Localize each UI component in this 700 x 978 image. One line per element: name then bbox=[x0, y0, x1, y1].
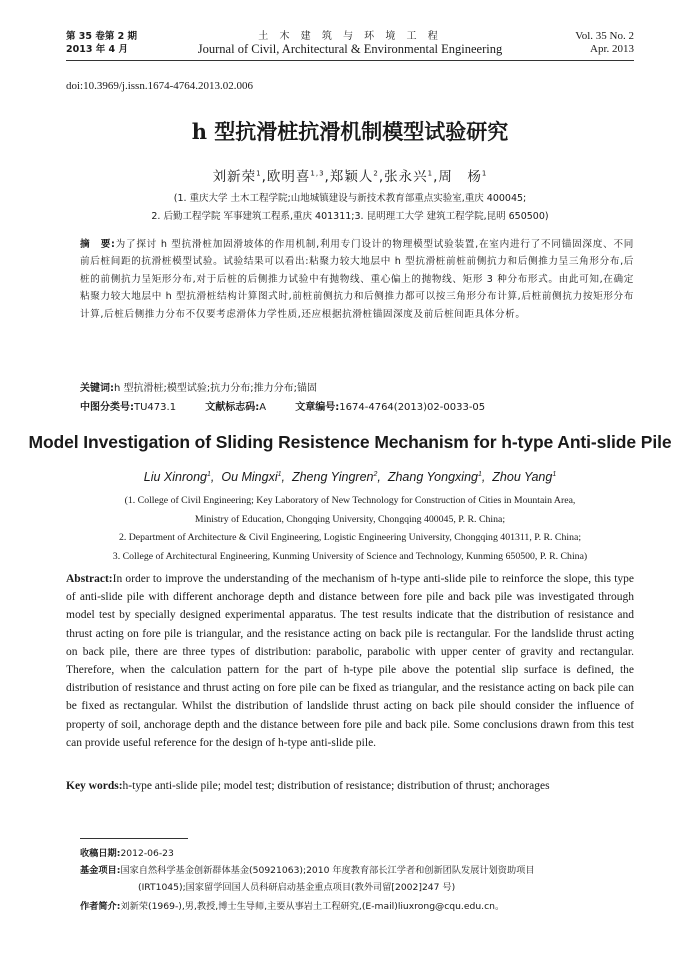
footnote-fund: 基金项目:国家自然科学基金创新群体基金(50921063);2010 年度教育部长江学者和创新团队发展计划资助项目 (IRT1045);国家留学回国人员科研启动基金重点项目(教外司留[2002]247 号) bbox=[80, 865, 535, 893]
abstract-cn-text: 为了探讨 h 型抗滑桩加固滑坡体的作用机制,利用专门设计的物理模型试验装置,在室内进行了不同锚固深度、不同前后桩间距的抗滑桩模型试验。试验结果可以看出:粘聚力较大地层中 h 型抗滑桩前桩前侧抗力和后侧推力呈三角形分布,后桩的前侧抗力呈矩形分布,对于后桩的后侧推力试验中有抛物线、重心偏上的抛物线、矩形 3 种分布形式。由此可知,在确定粘聚力较大地层中 h 型抗滑桩结构计算图式时,前桩前侧抗力和后侧推力都可以按三角形分布计算,后桩前侧抗力按矩形分布计算,后桩后侧推力分布不仅要考虑滑体力学性质,还应根据抗滑桩锚固深度及前后桩间距具体分析。 bbox=[80, 239, 634, 320]
article-id: 文章编号:1674-4764(2013)02-0033-05 bbox=[295, 402, 486, 413]
footnote-received: 收稿日期:2012-06-23 bbox=[80, 848, 174, 859]
keywords-english: Key words:h-type anti-slide pile; model test; distribution of resistance; distribution of thrust; anchorages bbox=[66, 780, 550, 792]
classification-codes bbox=[80, 399, 634, 416]
affiliations-english: (1. College of Civil Engineering; Key Laboratory of New Technology for Construction of Cities in Mountain Area, Ministry of Education, Chongqing University, Chongqing 400045, P. R. China; 2. Department of Architecture & Civil Engineering, Logistic Engineering University, Chongqing 401311, P. R. China; 3. College of Architectural Engineering, Kunming University of Science and Technology, Kunming 650500, P. R. China) bbox=[112, 495, 588, 562]
authors-chinese: 刘新荣$^1$,欧明喜$^{1,3}$,郑颖人$^2$,张永兴$^1$,周 杨$^1$ bbox=[212, 169, 488, 185]
document-code: 文献标志码:A bbox=[205, 402, 267, 413]
affiliations-chinese: (1. 重庆大学 土木工程学院;山地城镇建设与新技术教育部重点实验室,重庆 400045; 2. 后勤工程学院 军事建筑工程系,重庆 401311;3. 昆明理工大学 建筑工程学院,昆明 650500) bbox=[151, 193, 549, 222]
header-volume-en: Vol. 35 No. 2 Apr. 2013 bbox=[575, 30, 634, 55]
abstract-english bbox=[66, 570, 634, 752]
keywords-chinese: 关键词:h 型抗滑桩;模型试验;抗力分布;推力分布;锚固 bbox=[80, 383, 317, 394]
footnote-divider bbox=[80, 838, 188, 839]
title-chinese: h 型抗滑桩抗滑机制模型试验研究 bbox=[191, 119, 509, 144]
title-english: Model Investigation of Sliding Resistence Mechanism for h-type Anti-slide Pile bbox=[28, 432, 672, 452]
abstract-cn-label: 摘 要: bbox=[80, 239, 116, 250]
footnote-author-bio: 作者简介:刘新荣(1969-),男,教授,博士生导师,主要从事岩土工程研究,(E-mail)liuxrong@cqu.edu.cn。 bbox=[80, 901, 505, 912]
abstract-en-text: In order to improve the understanding of the mechanism of h-type anti-slide pile to reinforce the slope, this type of anti-slide pile with different anchorage depth and distance between fore pile and back pile was investigated through model test by specially designed experimental apparatus. The test results indicate that the distribution of resistance and thrust acting on fore pile is triangular, and the resistance acting on back pile is rectangular. For the landslide thrust acting on back pile, there are three types of distribution: parabolic, parabolic with upper center of gravity and rectangular. Therefore, when the calculation pattern for the part of h-type pile above the potential slip surface is defined, the distribution of resistance and thrust acting on fore pile can be fixed as triangular, and the resistance acting on back pile can be fixed as rectangular. Whilst the distribution of landslide thrust acting on back pile should consider the influence of property of soil, anchorage depth and the distance between fore pile and back pile. Some conclusions drawn from this test can provide useful reference for the design of h-type anti-slide pile. bbox=[66, 573, 634, 749]
doi[interactable]: doi:10.3969/j.issn.1674-4764.2013.02.006 bbox=[66, 80, 254, 92]
abstract-en-label: Abstract: bbox=[66, 573, 113, 585]
header-volume-cn: 第 35 卷第 2 期 2013 年 4 月 bbox=[66, 31, 138, 55]
clc-number: 中图分类号:TU473.1 bbox=[80, 402, 177, 413]
authors-english: Liu Xinrong$^1$, Ou Mingxi$^1$, Zheng Yingren$^2$, Zhang Yongxing$^1$, Zhou Yang$^1$ bbox=[143, 470, 557, 484]
header-journal-name: 土 木 建 筑 与 环 境 工 程 Journal of Civil, Architectural & Environmental Engineering bbox=[197, 31, 503, 56]
running-header bbox=[66, 30, 634, 61]
abstract-chinese bbox=[80, 236, 634, 323]
